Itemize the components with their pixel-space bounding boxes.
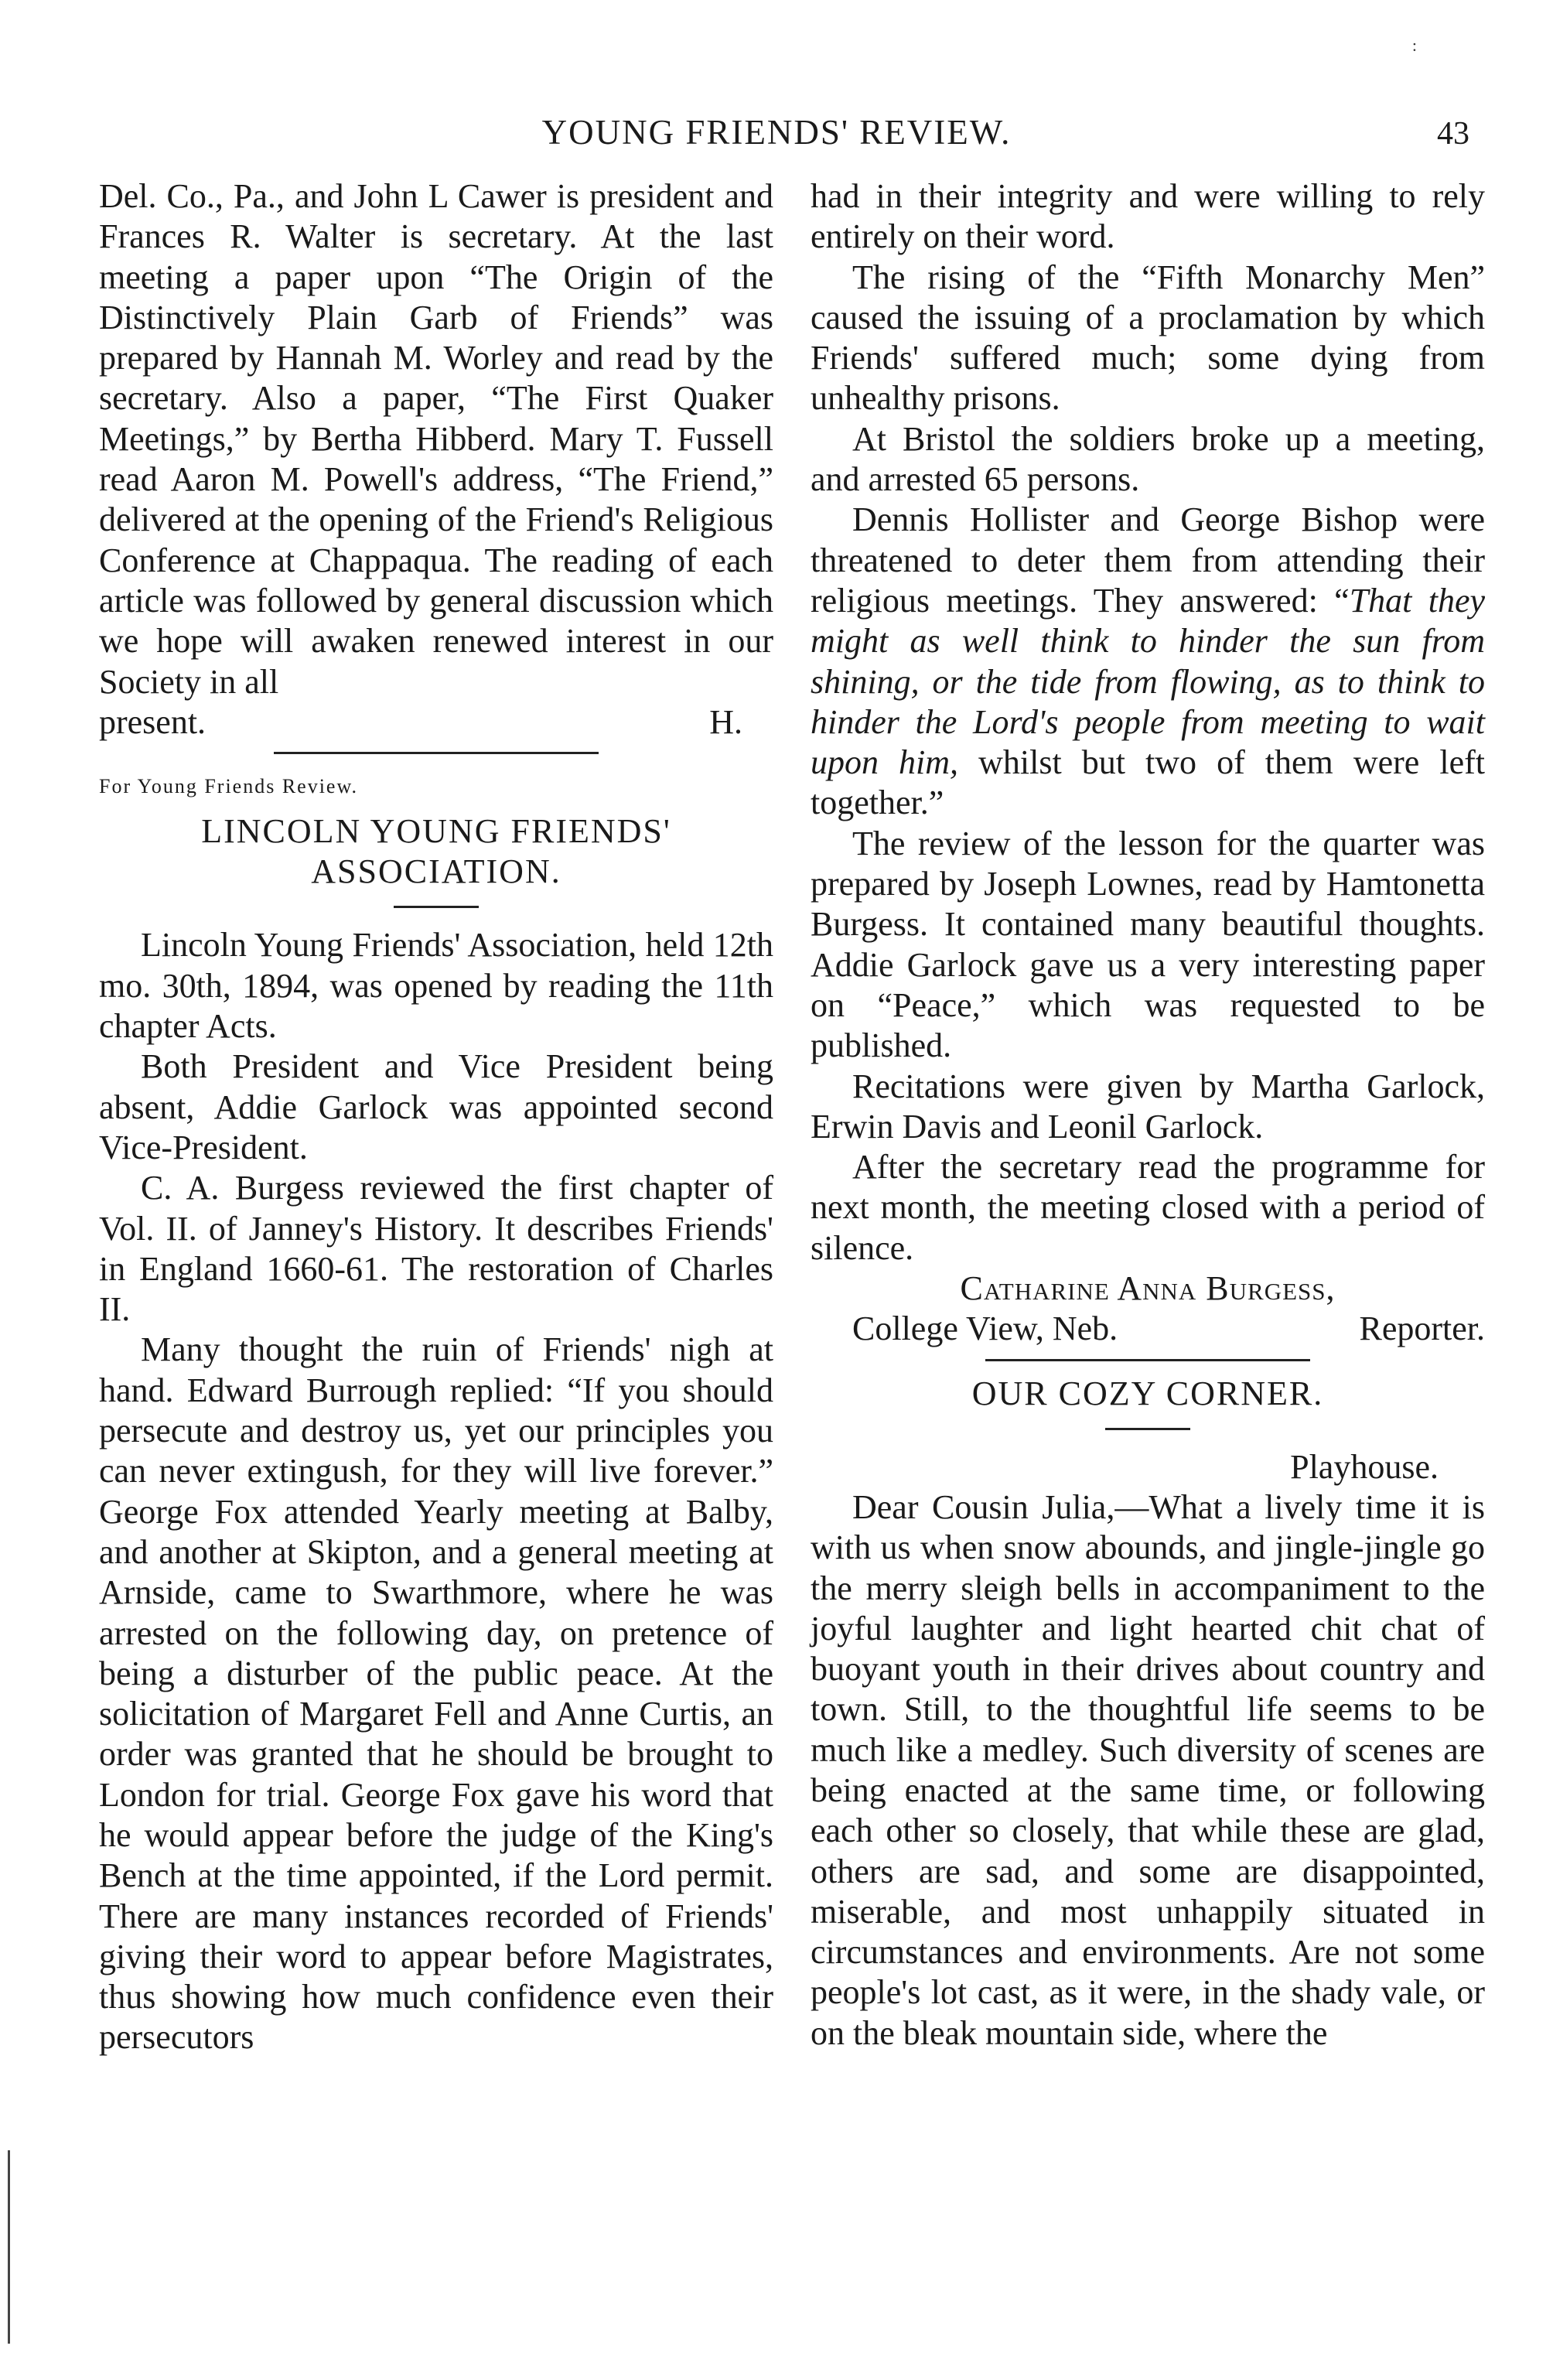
paragraph: Dear Cousin Julia,—What a lively time it is with us when snow abounds, and jingle-jingle go the merry sleigh bells in accompaniment to the joyful laughter and light hearted chit chat of buoyant youth in their drives about country and town. Still, to the thoughtful life seems to be much like a medley. Such diversity of scenes are being enacted at the same time, or following each other so closely, that while these are glad, others are sad, and some are disappointed, miserable, and most unhappily situated in circumstances and environments. Are not some people's lot cast, as it were, in the shady vale, or on the bleak mountain side, where the (811, 1487, 1485, 2052)
title-divider (1105, 1428, 1190, 1430)
letter-place: Playhouse. (1290, 1447, 1439, 1486)
reporter-name: Catharine Anna Burgess, (960, 1269, 1336, 1308)
byline: For Young Friends Review. (99, 775, 359, 798)
left-column (99, 176, 773, 2058)
paragraph: had in their integrity and were willing to rely entirely on their word. (811, 177, 1485, 256)
paragraph: Recitations were given by Martha Garlock, Erwin Davis and Leonil Garlock. (811, 1067, 1485, 1146)
right-column (811, 176, 1485, 2054)
article-title: LINCOLN YOUNG FRIENDS' ASSOCIATION. (201, 812, 671, 891)
signature-line (99, 702, 773, 743)
section-title: OUR COZY CORNER. (971, 1374, 1324, 1412)
author-initial: H. (709, 702, 742, 741)
paragraph-end: present. (99, 702, 206, 741)
paragraph: Del. Co., Pa., and John L Cawer is president and Frances R. Walter is secretary. At the last meeting a paper upon “The Origin of the Distinctively Plain Garb of Friends” was prepared by Hannah M. Worley and read by the secretary. Also a paper, “The First Quaker Meetings,” by Bertha Hibberd. Mary T. Fussell read Aaron M. Powell's address, “The Friend,” delivered at the opening of the Friend's Religious Conference at Chappaqua. The reading of each article was followed by general discussion which we hope will awaken renewed interest in our Society in all (99, 177, 773, 701)
paragraph: The review of the lesson for the quarter was prepared by Joseph Lownes, read by Hamtonetta Burgess. It contained many beautiful thoughts. Addie Garlock gave us a very interesting paper on “Peace,” which was requested to be published. (811, 824, 1485, 1065)
italic-quote: That they might as well think to hinder the sun from shining, or the tide from flowing, as to think to hinder the Lord's people from meeting to wait upon him, (811, 581, 1486, 782)
page-speck: : (1411, 36, 1417, 55)
paragraph: The rising of the “Fifth Monarchy Men” caused the issuing of a proclamation by which Friends' suffered much; some dying from unhealthy prisons. (811, 258, 1485, 418)
reporter-line (811, 1309, 1485, 1349)
paragraph: Many thought the ruin of Friends' nigh at hand. Edward Burrough replied: “If you should persecute and destroy us, yet our principles you can never extingush, for they will live forever.” George Fox attended Yearly meeting at Balby, and another at Skipton, and a general meeting at Arnside, came to Swarthmore, where he was arrested on the following day, on pretence of being a disturber of the public peace. At the solicitation of Margaret Fell and Anne Curtis, an order was granted that he should be brought to London for trial. George Fox gave his word that he would appear before the judge of the King's Bench at the time appointed, if the Lord permit. There are many instances recorded of Friends' giving their word to appear before Magistrates, thus showing how much confidence even their persecutors (99, 1330, 773, 2057)
page-header (0, 112, 1553, 159)
paragraph: Both President and Vice President being absent, Addie Garlock was appointed second Vice-President. (99, 1047, 773, 1166)
paragraph: After the secretary read the programme for next month, the meeting closed with a period of silence. (811, 1148, 1485, 1267)
page-number: 43 (1437, 116, 1469, 152)
reporter-place: College View, Neb. (852, 1310, 1118, 1348)
running-head: YOUNG FRIENDS' REVIEW. (541, 113, 1012, 152)
paragraph-with-quote (811, 500, 1485, 823)
paragraph: C. A. Burgess reviewed the first chapter of Vol. II. of Janney's History. It describes Friends' in England 1660-61. The restoration of Charles II. (99, 1169, 773, 1329)
quote-end: whilst but two of them were left together.” (811, 743, 1486, 822)
quote-intro: Dennis Hollister and George Bishop were threatened to deter them from attending their religious meetings. They answered: “ (811, 500, 1485, 620)
reporter-role: Reporter. (1359, 1310, 1485, 1348)
paragraph: At Bristol the soldiers broke up a meeting, and arrested 65 persons. (811, 419, 1485, 499)
margin-mark (8, 2150, 10, 2344)
title-divider (394, 906, 479, 908)
section-divider (274, 752, 599, 754)
paragraph: Lincoln Young Friends' Association, held 12th mo. 30th, 1894, was opened by reading the 11th chapter Acts. (99, 926, 773, 1046)
section-divider (985, 1359, 1310, 1361)
